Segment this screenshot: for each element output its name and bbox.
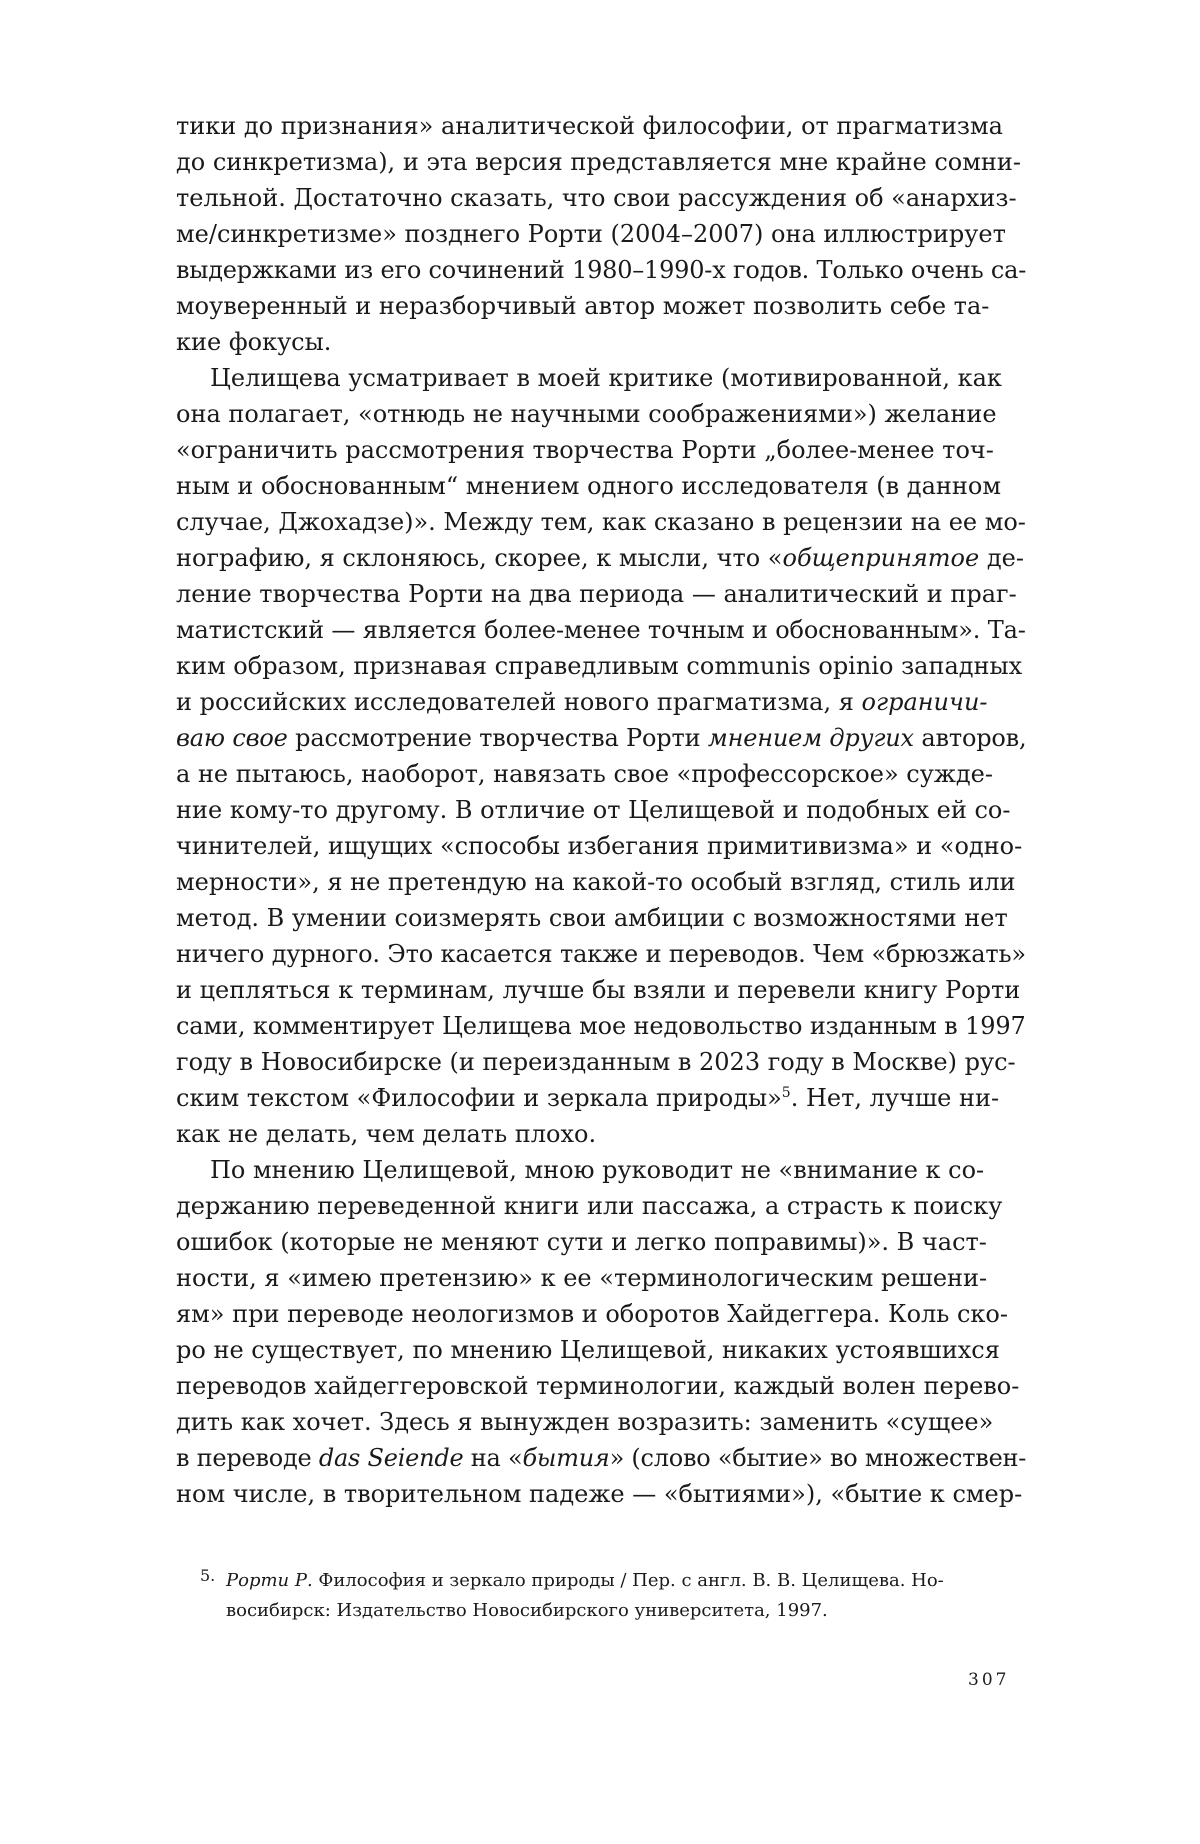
text-run: моуверенный и неразборчивый автор может позволить себе та- [176,292,990,320]
text-line [176,1260,1026,1296]
text-run: держанию переведенной книги или пассажа, а страсть к поиску [176,1192,1003,1220]
text-run: ским текстом «Философии и зеркала природы» [176,1084,782,1112]
footnote-line [226,1596,1026,1626]
italic-text: Рорти Р. [226,1570,313,1591]
text-run: ким образом, признавая справедливым communis opinio западных [176,652,1023,680]
text-run: случае, Джохадзе)». Между тем, как сказано в рецензии на ее мо- [176,508,1026,536]
text-run: ничего дурного. Это касается также и переводов. Чем «брюзжать» [176,940,1026,968]
text-run: в переводе [176,1444,319,1472]
text-line [176,1440,1026,1476]
footnote [200,1566,1026,1626]
text-run: а не пытаюсь, наоборот, навязать свое «профессорское» сужде- [176,760,993,788]
text-run: выдержками из его сочинений 1980–1990-х годов. Только очень са- [176,256,1027,284]
text-run: Целищева усматривает в моей критике (мотивированной, как [210,364,1002,392]
text-run: году в Новосибирске (и переизданным в 2023 году в Москве) рус- [176,1048,1016,1076]
footnote-number: 5. [200,1566,216,1585]
text-run: де- [979,544,1024,572]
text-run: как не делать, чем делать плохо. [176,1120,597,1148]
text-line [176,468,1026,504]
text-line [176,828,1026,864]
text-line [176,1044,1026,1080]
text-line [176,900,1026,936]
text-line [176,144,1026,180]
text-run: ности, я «имею претензию» к ее «терминологическим решени- [176,1264,988,1292]
italic-text: бытия [522,1444,610,1472]
text-line [176,1296,1026,1332]
text-run: ным и обоснованным“ мнением одного исследователя (в данном [176,472,1001,500]
text-line [176,108,1026,144]
footnote-line [226,1566,1026,1596]
text-run: на « [463,1444,523,1472]
text-run: матистский — является более-менее точным и обоснованным». Та- [176,616,1026,644]
text-run: мерности», я не претендую на какой-то особый взгляд, стиль или [176,868,1016,896]
italic-text: ограничи- [861,688,988,716]
text-run: ошибок (которые не меняют сути и легко поправимы)». В част- [176,1228,987,1256]
text-line [176,936,1026,972]
text-line [176,1224,1026,1260]
text-run: и российских исследователей нового прагматизма, я [176,688,862,716]
footnote-ref: 5 [781,1085,791,1101]
text-line [176,1404,1026,1440]
text-run: рассмотрение творчества Рорти [287,724,708,752]
text-run: и цепляться к терминам, лучше бы взяли и перевели книгу Рорти [176,976,1021,1004]
text-line [176,432,1026,468]
text-line [176,216,1026,252]
text-line [176,288,1026,324]
text-line [176,1008,1026,1044]
italic-text: общепринятое [782,544,980,572]
text-run: «ограничить рассмотрения творчества Рорти „более-менее точ- [176,436,994,464]
text-line [176,720,1026,756]
text-run: ро не существует, по мнению Целищевой, никаких устоявшихся [176,1336,1000,1364]
text-line [176,540,1026,576]
text-run: до синкретизма), и эта версия представляется мне крайне сомни- [176,148,1021,176]
text-run: ям» при переводе неологизмов и оборотов Хайдеггера. Коль ско- [176,1300,1008,1328]
text-run: она полагает, «отнюдь не научными соображениями») желание [176,400,997,428]
text-line [176,324,1026,360]
text-line [176,360,1026,396]
text-run: тельной. Достаточно сказать, что свои рассуждения об «анархиз- [176,184,1017,212]
text-line [176,1152,1026,1188]
text-run: ном числе, в творительном падеже — «бытиями»), «бытие к смер- [176,1480,1023,1508]
text-line [176,792,1026,828]
text-line [176,1116,1026,1152]
text-run: метод. В умении соизмерять свои амбиции с возможностями нет [176,904,1008,932]
text-line [176,612,1026,648]
text-run: чинителей, ищущих «способы избегания примитивизма» и «одно- [176,832,1023,860]
text-line [176,1476,1026,1512]
italic-text: мнением других [707,724,914,752]
text-run: . Нет, лучше ни- [790,1084,1000,1112]
text-line [176,396,1026,432]
text-line [176,504,1026,540]
text-run: ление творчества Рорти на два периода — аналитический и праг- [176,580,1017,608]
text-line [176,1332,1026,1368]
text-line [176,180,1026,216]
page-number: 307 [968,1670,1010,1690]
text-run: » (слово «бытие» во множествен- [609,1444,1027,1472]
italic-text: das Seiende [318,1444,464,1472]
text-run: тики до признания» аналитической философии, от прагматизма [176,112,1003,140]
text-line [176,1188,1026,1224]
text-line [176,756,1026,792]
text-line [176,648,1026,684]
text-run: авторов, [913,724,1027,752]
text-run: переводов хайдеггеровской терминологии, каждый волен перево- [176,1372,1020,1400]
text-line [176,252,1026,288]
text-run: ние кому-то другому. В отличие от Целищевой и подобных ей со- [176,796,1011,824]
text-line [176,684,1026,720]
text-run: кие фокусы. [176,328,332,356]
text-run: нографию, я склоняюсь, скорее, к мысли, что « [176,544,783,572]
text-line [176,1368,1026,1404]
text-run: дить как хочет. Здесь я вынужден возразить: заменить «сущее» [176,1408,994,1436]
text-run: По мнению Целищевой, мною руководит не «внимание к со- [210,1156,985,1184]
text-line [176,1080,1026,1116]
text-run: Философия и зеркало природы / Пер. с англ. В. В. Целищева. Но- [312,1570,944,1591]
text-run: сами, комментирует Целищева мое недовольство изданным в 1997 [176,1012,1026,1040]
italic-text: ваю свое [176,724,288,752]
text-line [176,864,1026,900]
text-run: восибирск: Издательство Новосибирского университета, 1997. [226,1600,828,1621]
text-line [176,576,1026,612]
text-run: ме/синкретизме» позднего Рорти (2004–2007) она иллюстрирует [176,220,1006,248]
body-text [176,108,1026,1512]
text-line [176,972,1026,1008]
